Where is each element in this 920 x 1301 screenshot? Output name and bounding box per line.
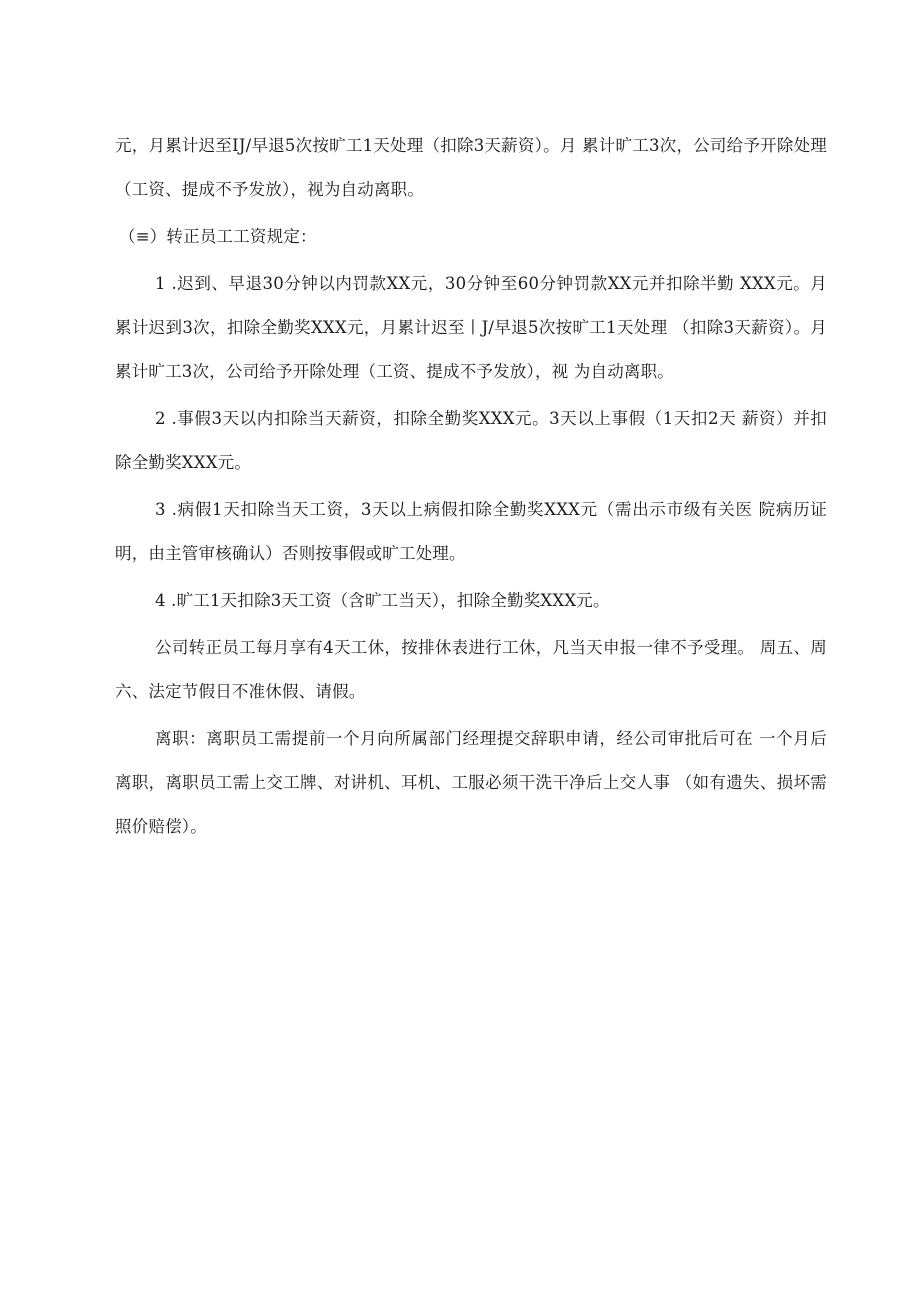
- paragraph-resignation: 离职：离职员工需提前一个月向所属部门经理提交辞职申请，经公司审批后可在 一个月后离职，离职员工需上交工牌、对讲机、耳机、工服必须干洗干净后上交人事 （如有遗失、损坏需照价赔偿）。: [115, 729, 827, 836]
- rule-item-1-lateness: 1 .迟到、早退30分钟以内罚款XX元，30分钟至60分钟罚款XX元并扣除半勤 XXX元。月累计迟到3次，扣除全勤奖XXX元，月累计迟至丨J/早退5次按旷工1天处理 （扣除3天薪资）。月累计旷工3次，公司给予开除处理（工资、提成不予发放），视 为自动离职。: [115, 274, 827, 381]
- rule-item-2-personal-leave: 2 .事假3天以内扣除当天薪资，扣除全勤奖XXX元。3天以上事假（1天扣2天 薪资）并扣除全勤奖XXX元。: [115, 409, 827, 472]
- document-body: [115, 124, 827, 852]
- paragraph-rest-days: 公司转正员工每月享有4天工休，按排休表进行工休，凡当天申报一律不予受理。 周五、周六、法定节假日不准休假、请假。: [115, 638, 827, 701]
- rule-item-3-sick-leave: 3 .病假1天扣除当天工资，3天以上病假扣除全勤奖XXX元（需出示市级有关医 院病历证明，由主管审核确认）否则按事假或旷工处理。: [115, 500, 827, 563]
- section-heading-regular-employee-salary: （≡）转正员工工资规定：: [119, 227, 317, 246]
- rule-item-4-absenteeism: 4 .旷工1天扣除3天工资（含旷工当天），扣除全勤奖XXX元。: [155, 591, 610, 610]
- paragraph-late-penalty-continued: 元，月累计迟至IJ/早退5次按旷工1天处理（扣除3天薪资）。月 累计旷工3次，公司给予开除处理（工资、提成不予发放），视为自动离职。: [115, 136, 827, 199]
